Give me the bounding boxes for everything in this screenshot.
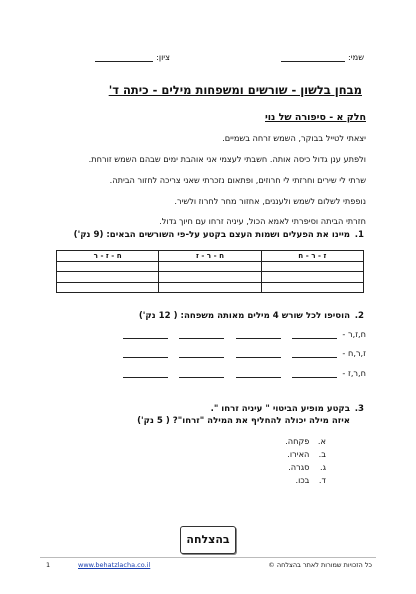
- option-item[interactable]: [287, 449, 326, 459]
- option-text: סגרה.: [288, 462, 310, 472]
- option-item[interactable]: [295, 475, 326, 485]
- option-text: בכו.: [295, 475, 310, 485]
- name-label: שמי:: [348, 52, 364, 62]
- answer-line[interactable]: [292, 329, 337, 339]
- answer-line[interactable]: [179, 329, 224, 339]
- story-line: שרתי לי שירים וחרזתי לי חרוזים, ופתאום נזכרתי שאני צריכה לחזור הביתה.: [109, 175, 366, 185]
- option-letter: א.: [317, 436, 326, 446]
- root-row: [123, 348, 366, 358]
- answer-line[interactable]: [123, 348, 168, 358]
- table-cell[interactable]: [261, 261, 363, 272]
- root-row: [123, 368, 366, 378]
- answer-line[interactable]: [292, 348, 337, 358]
- table-cell[interactable]: [159, 272, 261, 283]
- column-header: ח - ר - ז: [159, 251, 261, 262]
- question-1-number: 1.: [354, 230, 364, 240]
- answer-line[interactable]: [123, 329, 168, 339]
- answer-line[interactable]: [179, 368, 224, 378]
- part-a-heading: חלק א - סיפורה של נוי: [265, 112, 366, 123]
- root-label: ח,ז,ר -: [342, 329, 366, 339]
- page-title: מבחן בלשון - שורשים ומשפחות מילים - כיתה ד': [108, 83, 362, 97]
- question-2-number: 2.: [354, 311, 364, 321]
- grade-line[interactable]: [95, 52, 153, 62]
- name-field[interactable]: [281, 52, 364, 62]
- footer-copyright: כל הזכויות שמורות לאתר בהצלחה ©: [268, 561, 372, 569]
- answer-line[interactable]: [179, 348, 224, 358]
- answer-line[interactable]: [236, 329, 281, 339]
- story-line: ולפתע ענן גדול כיסה אותה. חשבתי לעצמי אני אוהבת ימים שבהם השמש זורחת.: [88, 154, 366, 164]
- footer-divider: [40, 557, 376, 558]
- table-cell[interactable]: [57, 261, 159, 272]
- question-2-text: הוסיפו לכל שורש 4 מילים מאותה משפחה: ( 12 נק'): [138, 311, 350, 321]
- answer-line[interactable]: [236, 348, 281, 358]
- option-item[interactable]: [285, 436, 326, 446]
- grade-label: ציון:: [156, 52, 170, 62]
- answer-line[interactable]: [236, 368, 281, 378]
- table-cell[interactable]: [261, 282, 363, 293]
- grade-field[interactable]: [95, 52, 170, 62]
- footer-url-link[interactable]: www.behatzlacha.co.il: [78, 561, 151, 569]
- story-line: יצאתי לטייל בבוקר, השמש זרחה בשמיים.: [222, 133, 366, 143]
- name-line[interactable]: [281, 52, 345, 62]
- root-label: ז,ר,ח -: [342, 348, 366, 358]
- column-header: ח - ז - ר: [57, 251, 159, 262]
- table-row: [57, 272, 364, 283]
- table-cell[interactable]: [261, 272, 363, 283]
- behatzlacha-logo: [180, 526, 236, 554]
- roots-table: [56, 250, 364, 293]
- option-letter: ב.: [318, 449, 326, 459]
- answer-line[interactable]: [123, 368, 168, 378]
- table-cell[interactable]: [159, 282, 261, 293]
- option-text: פקחה.: [285, 436, 310, 446]
- root-row: [123, 329, 366, 339]
- question-3-number: 3.: [354, 404, 364, 414]
- table-cell[interactable]: [57, 272, 159, 283]
- table-cell[interactable]: [57, 282, 159, 293]
- question-1-text: מיינו את הפעלים ושמות העצם בקטע על-פי השורשים הבאים: (9 נק'): [73, 230, 350, 240]
- option-letter: ג.: [320, 462, 326, 472]
- story-line: נופפתי לשלום לשמש ולעננים, אחזור מחר לחרוז ולשיר.: [174, 196, 366, 206]
- table-header-row: [57, 251, 364, 262]
- logo-text: בהצלחה: [186, 533, 230, 546]
- table-row: [57, 282, 364, 293]
- answer-line[interactable]: [292, 368, 337, 378]
- question-3-line2: איזה מילה יכולה להחליף את המילה "זרחו"? ( 5 נק'): [137, 416, 350, 426]
- option-text: האירו.: [287, 449, 310, 459]
- column-header: ז - ר - ח: [261, 251, 363, 262]
- option-item[interactable]: [288, 462, 326, 472]
- story-line: חזרתי הביתה וסיפרתי לאמא הכול, עיניה זרחו עם חיוך גדול.: [159, 216, 366, 226]
- table-cell[interactable]: [159, 261, 261, 272]
- question-3-line1: בקטע מופיע הביטוי " עיניה זרחו ".: [210, 404, 350, 414]
- root-label: ח,ר,ז -: [342, 368, 366, 378]
- footer-page-number: 1: [46, 561, 51, 569]
- table-row: [57, 261, 364, 272]
- option-letter: ד.: [318, 475, 326, 485]
